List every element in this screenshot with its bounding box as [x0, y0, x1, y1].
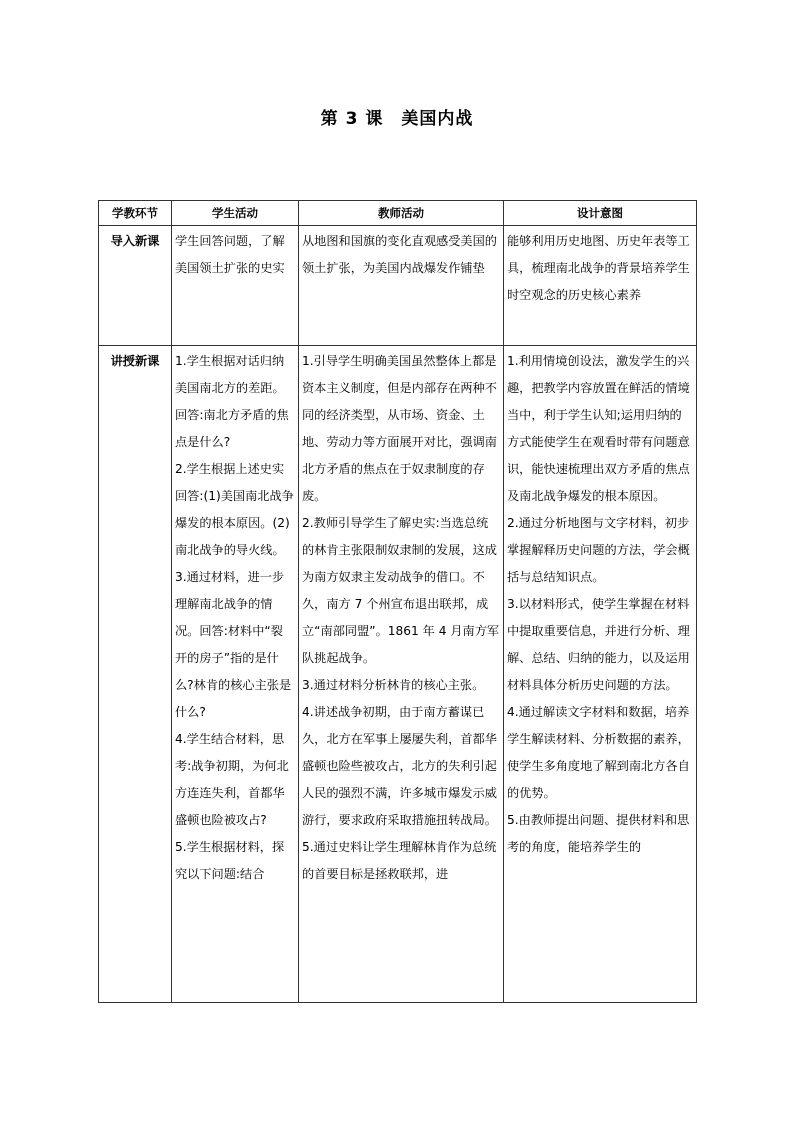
design-intent-cell: [504, 226, 697, 346]
cell-paragraph: 3.通过材料分析林肯的核心主张。: [302, 678, 485, 692]
teacher-activity-cell: [299, 226, 504, 346]
cell-paragraph: 5.学生根据材料，探究以下问题:结合: [175, 840, 285, 881]
header-stage: 学教环节: [99, 201, 172, 226]
table-row: [99, 346, 697, 1003]
cell-paragraph: 4.学生结合材料，思考:战争初期，为何北方连连失利，首都华盛顿也险被攻占?: [175, 732, 289, 827]
cell-paragraph: 3.以材料形式，使学生掌握在材料中提取重要信息，并进行分析、理解、总结、归纳的能力，以及运用材料具体分析历史问题的方法。: [507, 597, 690, 692]
lesson-plan-table: [98, 200, 697, 1003]
cell-paragraph: 1.利用情境创设法，激发学生的兴趣，把教学内容放置在鲜活的情境当中，利于学生认知;运用归纳的方式能使学生在观看时带有问题意识，能快速梳理出双方矛盾的焦点及南北战争爆发的根本原因。: [507, 354, 690, 503]
stage-cell: 导入新课: [99, 226, 172, 346]
cell-paragraph: 1.引导学生明确美国虽然整体上都是资本主义制度，但是内部存在两种不同的经济类型，从市场、资金、土地、劳动力等方面展开对比，强调南北方矛盾的焦点在于奴隶制度的存废。: [302, 354, 497, 503]
cell-paragraph: 5.通过史料让学生理解林肯作为总统的首要目标是拯救联邦，进: [302, 840, 497, 881]
cell-paragraph: 2.通过分析地图与文字材料，初步掌握解释历史问题的方法，学会概括与总结知识点。: [507, 516, 690, 584]
cell-paragraph: 5.由教师提出问题、提供材料和思考的角度，能培养学生的: [507, 813, 690, 854]
table-row: [99, 226, 697, 346]
header-teacher-activity: 教师活动: [299, 201, 504, 226]
cell-paragraph: 学生回答问题，了解美国领土扩张的史实: [175, 234, 285, 275]
design-intent-cell: [504, 346, 697, 1003]
student-activity-cell: [172, 226, 299, 346]
page-title: 第 3 课 美国内战: [320, 109, 474, 129]
student-activity-cell: [172, 346, 299, 1003]
cell-paragraph: 能够利用历史地图、历史年表等工具，梳理南北战争的背景培养学生时空观念的历史核心素养: [507, 234, 690, 302]
cell-paragraph: 3.通过材料，进一步理解南北战争的情况。回答:材料中“裂开的房子”指的是什么?林肯的核心主张是什么?: [175, 570, 292, 719]
header-design-intent: 设计意图: [504, 201, 697, 226]
cell-paragraph: 4.讲述战争初期，由于南方蓄谋已久，北方在军事上屡屡失利，首都华盛顿也险些被攻占，北方的失利引起人民的强烈不满，许多城市爆发示威游行，要求政府采取措施扭转战局。: [302, 705, 497, 827]
cell-paragraph: 4.通过解读文字材料和数据，培养学生解读材料、分析数据的素养，使学生多角度地了解到南北方各自的优势。: [507, 705, 690, 800]
cell-paragraph: 2.学生根据上述史实回答:(1)美国南北战争爆发的根本原因。(2)南北战争的导火线。: [175, 462, 294, 557]
teacher-activity-cell: [299, 346, 504, 1003]
cell-paragraph: 1.学生根据对话归纳美国南北方的差距。回答:南北方矛盾的焦点是什么?: [175, 354, 289, 449]
cell-paragraph: 2.教师引导学生了解史实:当选总统的林肯主张限制奴隶制的发展，这成为南方奴隶主发动战争的借口。不久，南方 7 个州宣布退出联邦，成立“南部同盟”。1861 年 4 月南方军队挑起战争。: [302, 516, 500, 665]
table-header-row: [99, 201, 697, 226]
stage-cell: 讲授新课: [99, 346, 172, 1003]
cell-paragraph: 从地图和国旗的变化直观感受美国的领土扩张，为美国内战爆发作铺垫: [302, 234, 497, 275]
header-student-activity: 学生活动: [172, 201, 299, 226]
